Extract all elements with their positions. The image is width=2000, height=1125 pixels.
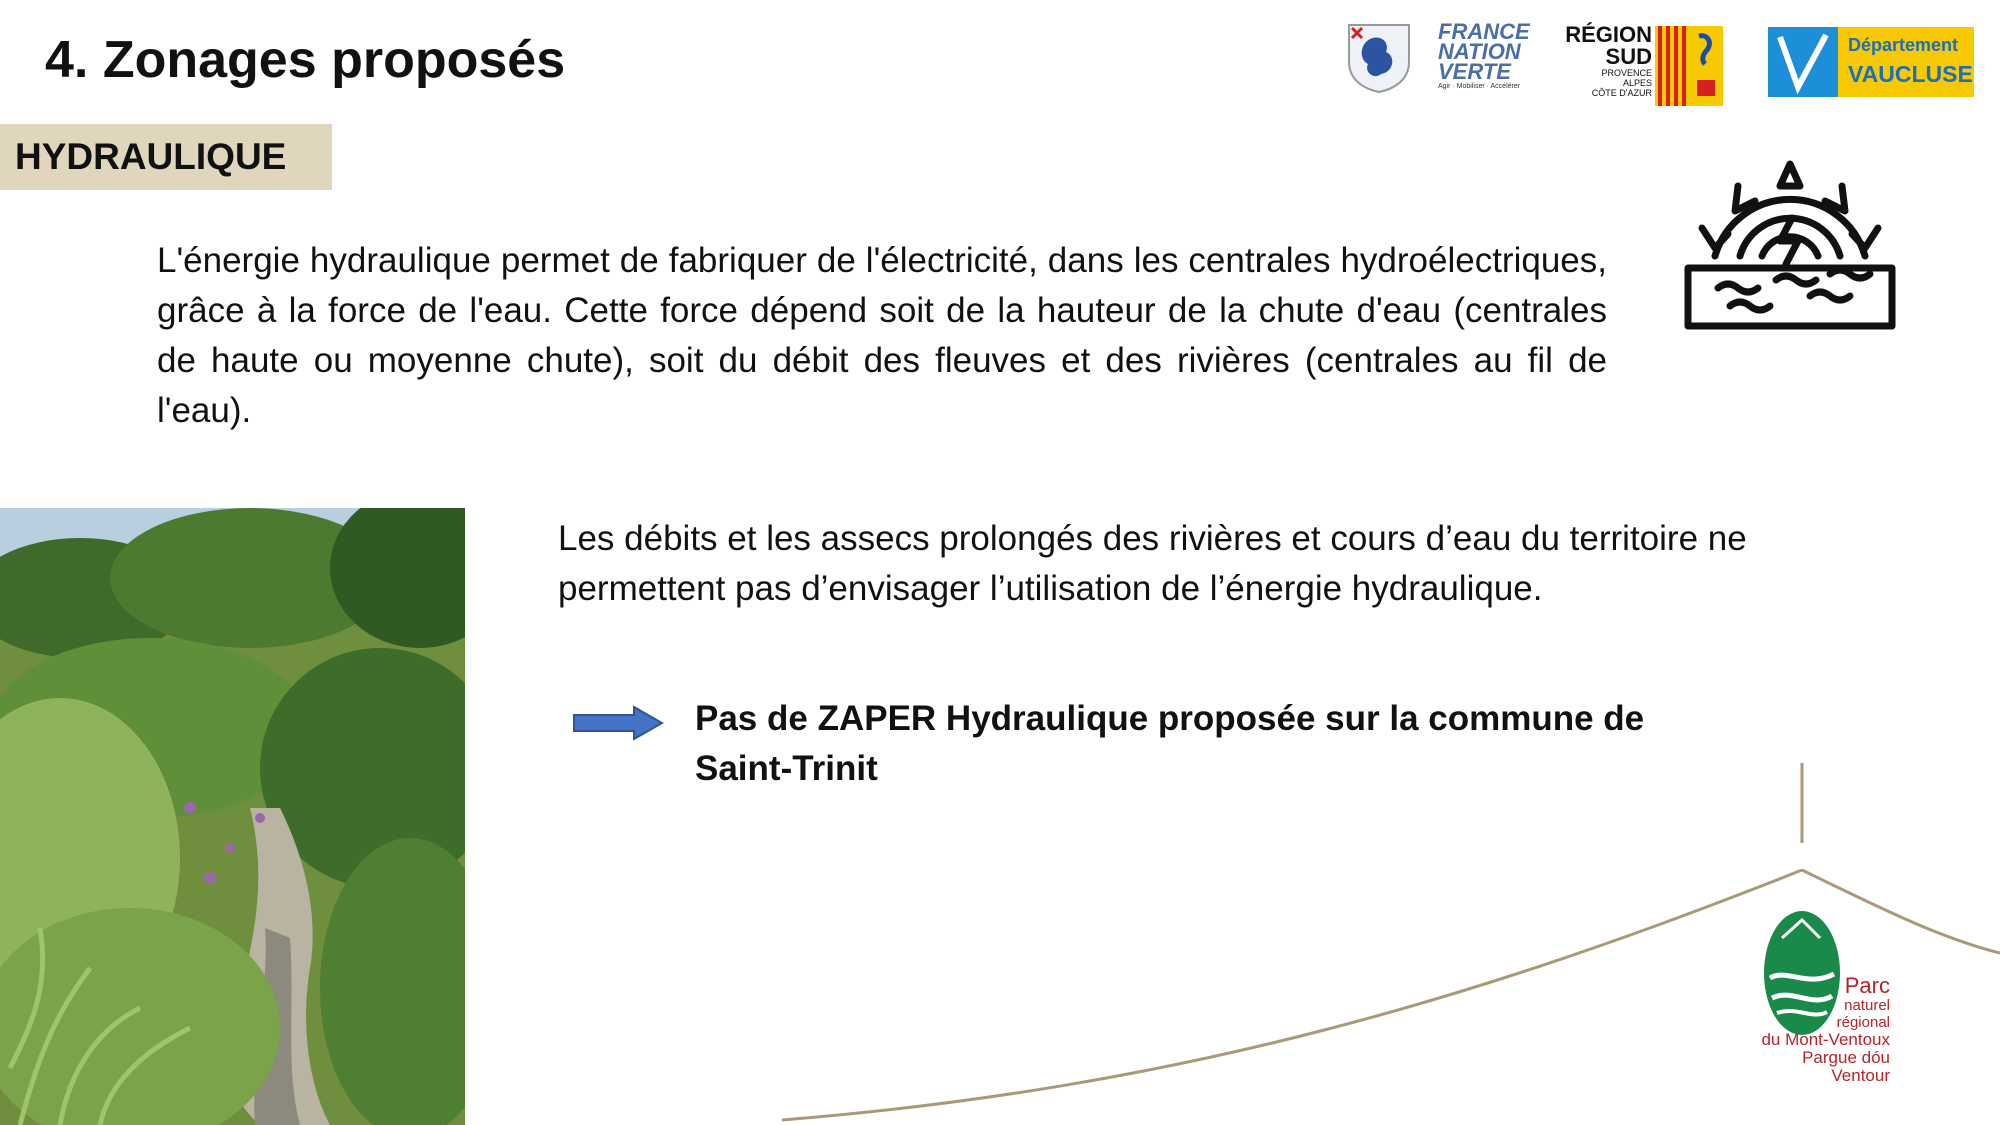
vaucluse-logo: Département VAUCLUSE [1768,27,1974,97]
context-paragraph: Les débits et les assecs prolongés des rivières et cours d’eau du territoire ne permettent pas d’envisager l’utilisation de l’énergie hydraulique. [558,519,1747,608]
section-badge-label: HYDRAULIQUE [15,136,287,177]
intro-paragraph: L'énergie hydraulique permet de fabriquer de l'électricité, dans les centrales hydroélectriques, grâce à la force de l'eau. Cette force dépend soit de la hauteur de la chute d'eau (centrales de haute ou moyenne chute), soit du débit des fleuves et des rivières (centrales au fil de l'eau). [157,241,1607,430]
coat-of-arms-icon [1346,22,1412,94]
vaucluse-v-icon [1768,27,1838,97]
arrow-right-icon [572,705,664,741]
page-title: 4. Zonages proposés [45,31,566,89]
region-sud-logo: RÉGION SUD PROVENCE ALPES CÔTE D'AZUR [1565,22,1652,98]
hydro-wheel-icon [1680,156,1900,331]
parc-logo-text: Parc naturel régional du Mont-Ventoux Pargue dóu Ventour [1761,973,1890,1085]
section-badge [0,124,332,190]
france-nation-verte-logo: FRANCE NATION VERTE Agir · Mobiliser · Accélérer [1438,19,1530,90]
conclusion-text: Pas de ZAPER Hydraulique proposée sur la commune de Saint-Trinit [695,699,1645,788]
river-photo [0,508,465,1125]
region-sud-flag-icon [1655,26,1723,110]
